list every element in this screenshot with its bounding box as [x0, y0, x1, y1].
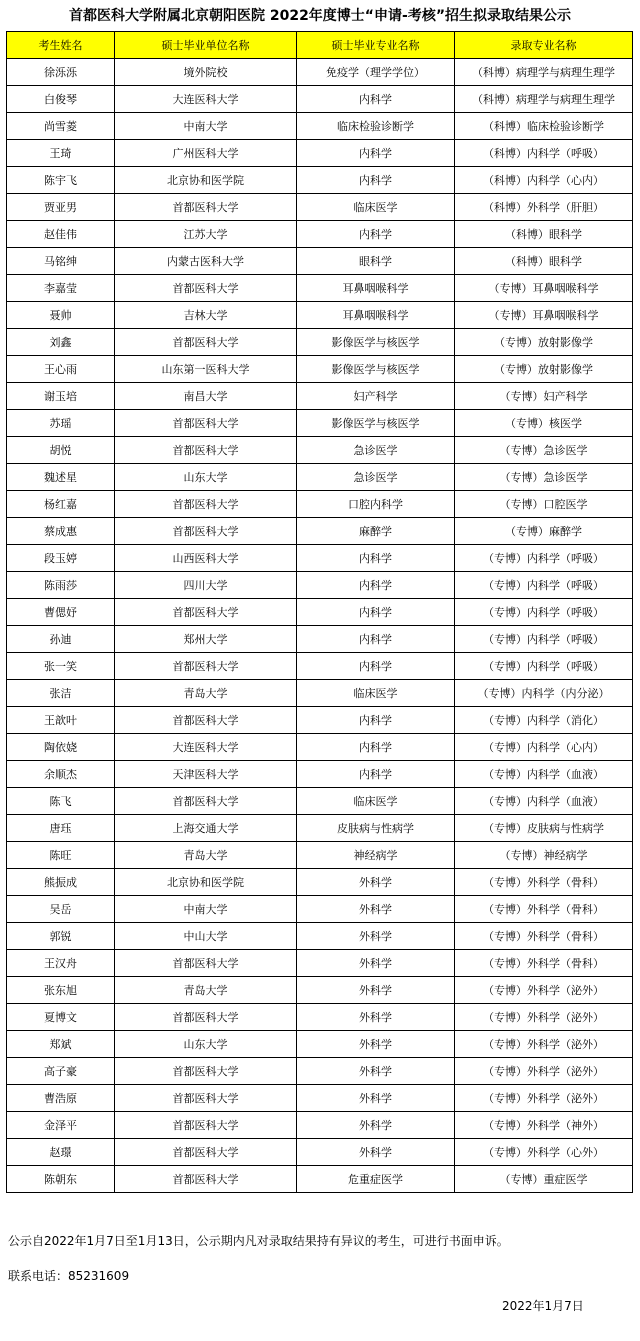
cell-admitted-major: （专博）麻醉学: [455, 518, 633, 545]
cell-admitted-major: （专博）核医学: [455, 410, 633, 437]
cell-candidate-name: 杨红嘉: [7, 491, 115, 518]
cell-candidate-name: 胡悦: [7, 437, 115, 464]
cell-candidate-name: 赵佳伟: [7, 221, 115, 248]
cell-master-school: 首都医科大学: [115, 194, 297, 221]
cell-admitted-major: （专博）内科学（心内）: [455, 734, 633, 761]
cell-master-school: 青岛大学: [115, 977, 297, 1004]
cell-master-school: 首都医科大学: [115, 275, 297, 302]
cell-master-major: 内科学: [297, 707, 455, 734]
cell-master-major: 外科学: [297, 1058, 455, 1085]
cell-master-major: 临床医学: [297, 680, 455, 707]
cell-candidate-name: 陶依娆: [7, 734, 115, 761]
cell-admitted-major: （专博）内科学（呼吸）: [455, 626, 633, 653]
cell-master-major: 眼科学: [297, 248, 455, 275]
cell-admitted-major: （专博）妇产科学: [455, 383, 633, 410]
cell-candidate-name: 赵璟: [7, 1139, 115, 1166]
cell-candidate-name: 孙迪: [7, 626, 115, 653]
page-title: 首都医科大学附属北京朝阳医院 2022年度博士“申请-考核”招生拟录取结果公示: [68, 8, 572, 24]
cell-admitted-major: （科博）病理学与病理生理学: [455, 59, 633, 86]
cell-master-major: 临床医学: [297, 788, 455, 815]
cell-candidate-name: 高子豪: [7, 1058, 115, 1085]
cell-admitted-major: （专博）外科学（泌外）: [455, 1058, 633, 1085]
table-header: [7, 32, 633, 59]
cell-master-major: 临床医学: [297, 194, 455, 221]
table-row: [7, 248, 633, 275]
table-row: [7, 896, 633, 923]
table-row: [7, 815, 633, 842]
cell-master-school: 首都医科大学: [115, 518, 297, 545]
cell-master-major: 内科学: [297, 761, 455, 788]
cell-candidate-name: 唐珏: [7, 815, 115, 842]
table-row: [7, 599, 633, 626]
cell-candidate-name: 陈宇飞: [7, 167, 115, 194]
cell-candidate-name: 段玉婷: [7, 545, 115, 572]
cell-candidate-name: 陈雨莎: [7, 572, 115, 599]
cell-admitted-major: （专博）耳鼻咽喉科学: [455, 302, 633, 329]
cell-master-major: 外科学: [297, 977, 455, 1004]
table-row: [7, 572, 633, 599]
cell-admitted-major: （专博）内科学（呼吸）: [455, 572, 633, 599]
table-row: [7, 410, 633, 437]
cell-admitted-major: （专博）内科学（呼吸）: [455, 545, 633, 572]
cell-master-school: 首都医科大学: [115, 653, 297, 680]
cell-master-school: 上海交通大学: [115, 815, 297, 842]
table-row: [7, 302, 633, 329]
cell-admitted-major: （专博）外科学（骨科）: [455, 869, 633, 896]
header-master-major: 硕士毕业专业名称: [297, 32, 455, 59]
cell-master-school: 山西医科大学: [115, 545, 297, 572]
cell-master-major: 神经病学: [297, 842, 455, 869]
cell-master-major: 内科学: [297, 545, 455, 572]
cell-candidate-name: 吴岳: [7, 896, 115, 923]
cell-candidate-name: 尚雪菱: [7, 113, 115, 140]
cell-admitted-major: （专博）内科学（消化）: [455, 707, 633, 734]
table-row: [7, 275, 633, 302]
cell-admitted-major: （专博）放射影像学: [455, 329, 633, 356]
cell-candidate-name: 聂帅: [7, 302, 115, 329]
table-row: [7, 1166, 633, 1193]
cell-master-major: 内科学: [297, 734, 455, 761]
cell-master-school: 青岛大学: [115, 680, 297, 707]
cell-candidate-name: 张东旭: [7, 977, 115, 1004]
cell-admitted-major: （专博）内科学（血液）: [455, 761, 633, 788]
cell-master-school: 吉林大学: [115, 302, 297, 329]
cell-master-school: 郑州大学: [115, 626, 297, 653]
cell-master-major: 内科学: [297, 572, 455, 599]
cell-master-major: 急诊医学: [297, 437, 455, 464]
table-row: [7, 464, 633, 491]
cell-master-school: 首都医科大学: [115, 1004, 297, 1031]
cell-admitted-major: （专博）外科学（泌外）: [455, 1031, 633, 1058]
publish-date: 2022年1月7日: [502, 1299, 584, 1313]
cell-admitted-major: （专博）口腔医学: [455, 491, 633, 518]
cell-master-major: 外科学: [297, 896, 455, 923]
cell-master-major: 外科学: [297, 869, 455, 896]
table-row: [7, 59, 633, 86]
cell-admitted-major: （科博）内科学（心内）: [455, 167, 633, 194]
cell-master-major: 内科学: [297, 599, 455, 626]
table-row: [7, 1004, 633, 1031]
cell-admitted-major: （科博）病理学与病理生理学: [455, 86, 633, 113]
cell-master-major: 影像医学与核医学: [297, 356, 455, 383]
cell-master-school: 广州医科大学: [115, 140, 297, 167]
cell-candidate-name: 金泽平: [7, 1112, 115, 1139]
cell-master-school: 首都医科大学: [115, 1139, 297, 1166]
table-row: [7, 761, 633, 788]
table-row: [7, 707, 633, 734]
table-row: [7, 518, 633, 545]
cell-candidate-name: 陈飞: [7, 788, 115, 815]
cell-master-school: 内蒙古医科大学: [115, 248, 297, 275]
cell-candidate-name: 熊振成: [7, 869, 115, 896]
table-row: [7, 923, 633, 950]
header-candidate-name: 考生姓名: [7, 32, 115, 59]
cell-candidate-name: 王琦: [7, 140, 115, 167]
table-row: [7, 113, 633, 140]
cell-candidate-name: 张洁: [7, 680, 115, 707]
table-row: [7, 356, 633, 383]
cell-master-major: 内科学: [297, 167, 455, 194]
cell-master-major: 外科学: [297, 923, 455, 950]
cell-candidate-name: 马铭绅: [7, 248, 115, 275]
cell-admitted-major: （专博）外科学（骨科）: [455, 896, 633, 923]
cell-master-major: 内科学: [297, 221, 455, 248]
table-row: [7, 842, 633, 869]
table-row: [7, 1058, 633, 1085]
cell-candidate-name: 李嘉莹: [7, 275, 115, 302]
table-row: [7, 167, 633, 194]
table-row: [7, 1139, 633, 1166]
cell-master-major: 皮肤病与性病学: [297, 815, 455, 842]
cell-master-school: 中南大学: [115, 113, 297, 140]
table-row: [7, 140, 633, 167]
table-row: [7, 86, 633, 113]
cell-candidate-name: 王心雨: [7, 356, 115, 383]
cell-admitted-major: （科博）临床检验诊断学: [455, 113, 633, 140]
cell-master-school: 山东大学: [115, 464, 297, 491]
cell-admitted-major: （专博）内科学（内分泌）: [455, 680, 633, 707]
cell-master-major: 麻醉学: [297, 518, 455, 545]
cell-master-school: 首都医科大学: [115, 950, 297, 977]
cell-candidate-name: 郑斌: [7, 1031, 115, 1058]
cell-master-school: 北京协和医学院: [115, 869, 297, 896]
cell-admitted-major: （专博）急诊医学: [455, 464, 633, 491]
cell-candidate-name: 魏述星: [7, 464, 115, 491]
header-admitted-major: 录取专业名称: [455, 32, 633, 59]
table-row: [7, 437, 633, 464]
cell-master-school: 首都医科大学: [115, 1112, 297, 1139]
cell-master-school: 首都医科大学: [115, 707, 297, 734]
cell-admitted-major: （专博）内科学（血液）: [455, 788, 633, 815]
cell-candidate-name: 曹偲妤: [7, 599, 115, 626]
cell-admitted-major: （专博）放射影像学: [455, 356, 633, 383]
cell-master-major: 外科学: [297, 1112, 455, 1139]
table-row: [7, 950, 633, 977]
cell-master-major: 外科学: [297, 1004, 455, 1031]
header-master-school: 硕士毕业单位名称: [115, 32, 297, 59]
cell-admitted-major: （专博）外科学（泌外）: [455, 977, 633, 1004]
cell-master-major: 外科学: [297, 1139, 455, 1166]
table-row: [7, 1112, 633, 1139]
table-row: [7, 788, 633, 815]
header-row: [7, 32, 633, 59]
notice-text: 公示自2022年1月7日至1月13日，公示期内凡对录取结果持有异议的考生，可进行书面申诉。: [8, 1234, 509, 1248]
cell-master-major: 耳鼻咽喉科学: [297, 302, 455, 329]
cell-master-school: 中山大学: [115, 923, 297, 950]
cell-master-school: 天津医科大学: [115, 761, 297, 788]
cell-master-school: 山东第一医科大学: [115, 356, 297, 383]
cell-master-school: 境外院校: [115, 59, 297, 86]
cell-master-major: 内科学: [297, 140, 455, 167]
cell-master-major: 外科学: [297, 1031, 455, 1058]
cell-master-school: 首都医科大学: [115, 599, 297, 626]
cell-admitted-major: （专博）神经病学: [455, 842, 633, 869]
cell-master-school: 青岛大学: [115, 842, 297, 869]
cell-master-school: 中南大学: [115, 896, 297, 923]
cell-master-school: 首都医科大学: [115, 437, 297, 464]
table-row: [7, 869, 633, 896]
cell-admitted-major: （专博）耳鼻咽喉科学: [455, 275, 633, 302]
cell-admitted-major: （专博）内科学（呼吸）: [455, 599, 633, 626]
cell-admitted-major: （专博）外科学（泌外）: [455, 1004, 633, 1031]
table-row: [7, 626, 633, 653]
cell-candidate-name: 夏博文: [7, 1004, 115, 1031]
cell-master-major: 口腔内科学: [297, 491, 455, 518]
cell-master-major: 耳鼻咽喉科学: [297, 275, 455, 302]
cell-admitted-major: （专博）外科学（骨科）: [455, 950, 633, 977]
cell-master-school: 首都医科大学: [115, 329, 297, 356]
table-row: [7, 491, 633, 518]
table-row: [7, 1031, 633, 1058]
cell-master-school: 首都医科大学: [115, 1085, 297, 1112]
cell-master-major: 内科学: [297, 653, 455, 680]
table-row: [7, 734, 633, 761]
cell-master-major: 急诊医学: [297, 464, 455, 491]
cell-candidate-name: 蔡成惠: [7, 518, 115, 545]
cell-master-school: 首都医科大学: [115, 1058, 297, 1085]
cell-candidate-name: 张一笑: [7, 653, 115, 680]
cell-master-school: 山东大学: [115, 1031, 297, 1058]
cell-admitted-major: （专博）重症医学: [455, 1166, 633, 1193]
table-body: [7, 59, 633, 1193]
cell-master-school: 四川大学: [115, 572, 297, 599]
cell-candidate-name: 余顺杰: [7, 761, 115, 788]
cell-candidate-name: 谢玉培: [7, 383, 115, 410]
admission-table: [6, 31, 633, 1193]
table-row: [7, 329, 633, 356]
cell-master-school: 北京协和医学院: [115, 167, 297, 194]
cell-admitted-major: （专博）内科学（呼吸）: [455, 653, 633, 680]
table-row: [7, 194, 633, 221]
cell-master-school: 首都医科大学: [115, 491, 297, 518]
cell-master-school: 大连医科大学: [115, 734, 297, 761]
table-row: [7, 545, 633, 572]
cell-master-school: 江苏大学: [115, 221, 297, 248]
cell-candidate-name: 白俊琴: [7, 86, 115, 113]
cell-admitted-major: （专博）外科学（心外）: [455, 1139, 633, 1166]
cell-master-school: 大连医科大学: [115, 86, 297, 113]
table-row: [7, 977, 633, 1004]
cell-admitted-major: （科博）内科学（呼吸）: [455, 140, 633, 167]
cell-master-major: 危重症医学: [297, 1166, 455, 1193]
cell-admitted-major: （专博）外科学（神外）: [455, 1112, 633, 1139]
cell-candidate-name: 王汉舟: [7, 950, 115, 977]
cell-candidate-name: 贾亚男: [7, 194, 115, 221]
cell-admitted-major: （专博）急诊医学: [455, 437, 633, 464]
cell-master-school: 首都医科大学: [115, 1166, 297, 1193]
cell-master-major: 影像医学与核医学: [297, 329, 455, 356]
table-row: [7, 653, 633, 680]
cell-master-major: 内科学: [297, 86, 455, 113]
cell-candidate-name: 陈朝东: [7, 1166, 115, 1193]
cell-master-major: 内科学: [297, 626, 455, 653]
cell-candidate-name: 刘鑫: [7, 329, 115, 356]
contact-phone: 联系电话：85231609: [8, 1269, 130, 1283]
cell-admitted-major: （科博）外科学（肝胆）: [455, 194, 633, 221]
table-row: [7, 1085, 633, 1112]
cell-candidate-name: 陈旺: [7, 842, 115, 869]
table-row: [7, 383, 633, 410]
cell-admitted-major: （专博）外科学（骨科）: [455, 923, 633, 950]
cell-master-school: 首都医科大学: [115, 410, 297, 437]
cell-master-major: 妇产科学: [297, 383, 455, 410]
cell-master-school: 南昌大学: [115, 383, 297, 410]
cell-master-school: 首都医科大学: [115, 788, 297, 815]
cell-candidate-name: 王歆叶: [7, 707, 115, 734]
table-row: [7, 221, 633, 248]
cell-master-major: 免疫学（理学学位）: [297, 59, 455, 86]
cell-candidate-name: 苏瑶: [7, 410, 115, 437]
cell-candidate-name: 徐泺泺: [7, 59, 115, 86]
table-row: [7, 680, 633, 707]
cell-master-major: 影像医学与核医学: [297, 410, 455, 437]
cell-admitted-major: （专博）外科学（泌外）: [455, 1085, 633, 1112]
cell-master-major: 外科学: [297, 950, 455, 977]
cell-admitted-major: （专博）皮肤病与性病学: [455, 815, 633, 842]
cell-candidate-name: 郭锐: [7, 923, 115, 950]
cell-admitted-major: （科博）眼科学: [455, 221, 633, 248]
cell-candidate-name: 曹浩原: [7, 1085, 115, 1112]
cell-master-major: 外科学: [297, 1085, 455, 1112]
cell-master-major: 临床检验诊断学: [297, 113, 455, 140]
cell-admitted-major: （科博）眼科学: [455, 248, 633, 275]
